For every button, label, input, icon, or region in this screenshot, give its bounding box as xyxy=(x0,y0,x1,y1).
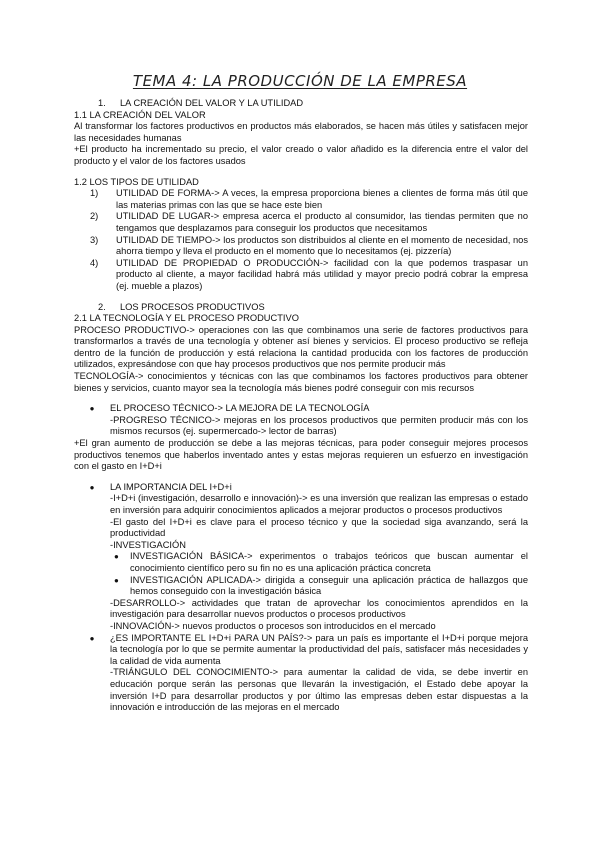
list-text: UTILIDAD DE PROPIEDAD O PRODUCCIÓN-> facilidad con la que podemos traspasar un producto al cliente, a mayor facilidad habrá más utilidad y mayor precio podrá cobrar la empresa (ej. mueble a plazos) xyxy=(116,257,528,291)
section-title: LA CREACIÓN DEL VALOR Y LA UTILIDAD xyxy=(120,98,304,108)
list-item xyxy=(74,235,528,258)
sub-bullet-item xyxy=(74,575,528,598)
bullet-icon: ● xyxy=(114,575,119,585)
section-number: 2. xyxy=(98,301,106,312)
bullet-title: EL PROCESO TÉCNICO-> LA MEJORA DE LA TECNOLOGÍA xyxy=(110,403,370,414)
document-body xyxy=(74,98,528,714)
list-number: 1) xyxy=(90,188,99,199)
list-number: 4) xyxy=(90,257,99,268)
bullet-icon: ● xyxy=(89,633,95,643)
list-text: UTILIDAD DE TIEMPO-> los productos son distribuidos al cliente en el momento de necesidad, nos ahorra tiempo y lleva el producto en el momento que lo necesitamos (ej. pizzería) xyxy=(116,234,528,257)
bullet-title: LA IMPORTANCIA DEL I+D+i xyxy=(110,481,232,492)
paragraph: -TRIÁNGULO DEL CONOCIMIENTO-> para aumentar la calidad de vida, se debe invertir en educación porque serán las personas que llevarán la investigación, el Estado debe apoyar la inversión I+D para desarrollar productos y por último las empresas deben estar dispuestas a la innovación e introducción de las mejoras en el mercado xyxy=(110,667,528,713)
bullet-icon: ● xyxy=(89,482,95,492)
document-title: TEMA 4: LA PRODUCCIÓN DE LA EMPRESA xyxy=(132,72,468,90)
subsection-2-1-heading: 2.1 LA TECNOLOGÍA Y EL PROCESO PRODUCTIVO xyxy=(74,313,299,324)
subsection-1-2-heading: 1.2 LOS TIPOS DE UTILIDAD xyxy=(74,176,199,187)
paragraph: Al transformar los factores productivos en productos más elaborados, se hacen más útiles y satisfacen mejor las necesidades humanas xyxy=(74,121,528,143)
list-text: UTILIDAD DE LUGAR-> empresa acerca el producto al consumidor, las tiendas permiten que no tengamos que desplazamos para conseguir los productos que necesitamos xyxy=(116,211,528,233)
list-number: 3) xyxy=(90,234,99,245)
bullet-icon: ● xyxy=(89,404,95,414)
bullet-title: ¿ES IMPORTANTE EL I+D+i PARA UN PAÍS?-> para un país es importante el I+D+i porque mejora la tecnología por lo que se permite aumentar la productividad del país, satisfacer más necesidades y la calidad de vida aumenta xyxy=(110,632,528,666)
section-title: LOS PROCESOS PRODUCTIVOS xyxy=(120,301,265,312)
sub-bullet-text: INVESTIGACIÓN APLICADA-> dirigida a conseguir una aplicación práctica de hallazgos que hemos conseguido con la investigación básica xyxy=(130,574,528,597)
paragraph: -I+D+i (investigación, desarrollo e innovación)-> es una inversión que realizan las empresas o estado en inversión para adquirir conocimientos aplicados a mejorar productos o procesos productivos xyxy=(110,493,528,515)
sub-bullet-text: INVESTIGACIÓN BÁSICA-> experimentos o trabajos teóricos que buscan aumentar el conocimiento científico pero su fin no es una aplicación práctica concreta xyxy=(130,551,528,573)
paragraph: -DESARROLLO-> actividades que tratan de aprovechar los conocimientos aprendidos en la investigación para desarrollar nuevos productos o procesos productivos xyxy=(110,597,528,620)
paragraph: -INNOVACIÓN-> nuevos productos o procesos son introducidos en el mercado xyxy=(110,620,436,631)
paragraph: -INVESTIGACIÓN xyxy=(110,539,186,550)
list-item xyxy=(74,188,528,211)
paragraph: PROCESO PRODUCTIVO-> operaciones con las que combinamos una serie de factores productivos para transformarlos a través de una tecnología y obtener así bienes y servicios. El proceso productivo se refleja dentro de la función de producción y está relaciona la cantidad producida con los factores de producción utilizados, expresándose con que hay procesos productivos que nos permite producir más xyxy=(74,324,528,370)
paragraph: +El producto ha incrementado su precio, el valor creado o valor añadido es la diferencia entre el valor del producto y el valor de los factores usados xyxy=(74,144,528,166)
section-number: 1. xyxy=(98,98,106,108)
list-item xyxy=(74,258,528,293)
bullet-item xyxy=(74,633,528,668)
list-text: UTILIDAD DE FORMA-> A veces, la empresa proporciona bienes a clientes de forma más útil que las materias primas con las que se hace este bien xyxy=(116,188,528,210)
bullet-item xyxy=(74,482,528,494)
bullet-item xyxy=(74,403,528,415)
section-1-heading xyxy=(74,98,528,110)
paragraph: +El gran aumento de producción se debe a las mejoras técnicas, para poder conseguir mejores procesos productivos tenemos que haberlos inventado antes y estas mejoras requieren un esfuerzo en investigación con el gasto en I+D+i xyxy=(74,438,528,472)
bullet-icon: ● xyxy=(114,552,119,562)
list-item xyxy=(74,211,528,234)
paragraph: -PROGRESO TÉCNICO-> mejoras en los procesos productivos que permiten producir más con los mismos recursos (ej. supermercado-> lector de barras) xyxy=(110,414,528,437)
sub-bullet-item xyxy=(74,551,528,574)
paragraph: -El gasto del I+D+i es clave para el proceso técnico y que la sociedad siga avanzando, será la productividad xyxy=(110,516,528,539)
section-2-heading xyxy=(74,302,528,314)
paragraph: TECNOLOGÍA-> conocimientos y técnicas con las que combinamos los factores productivos para obtener bienes y servicios, cuanto mayor sea la tecnología más bienes podré conseguir con mis recursos xyxy=(74,371,528,393)
list-number: 2) xyxy=(90,211,99,222)
subsection-1-1-heading: 1.1 LA CREACIÓN DEL VALOR xyxy=(74,109,206,120)
